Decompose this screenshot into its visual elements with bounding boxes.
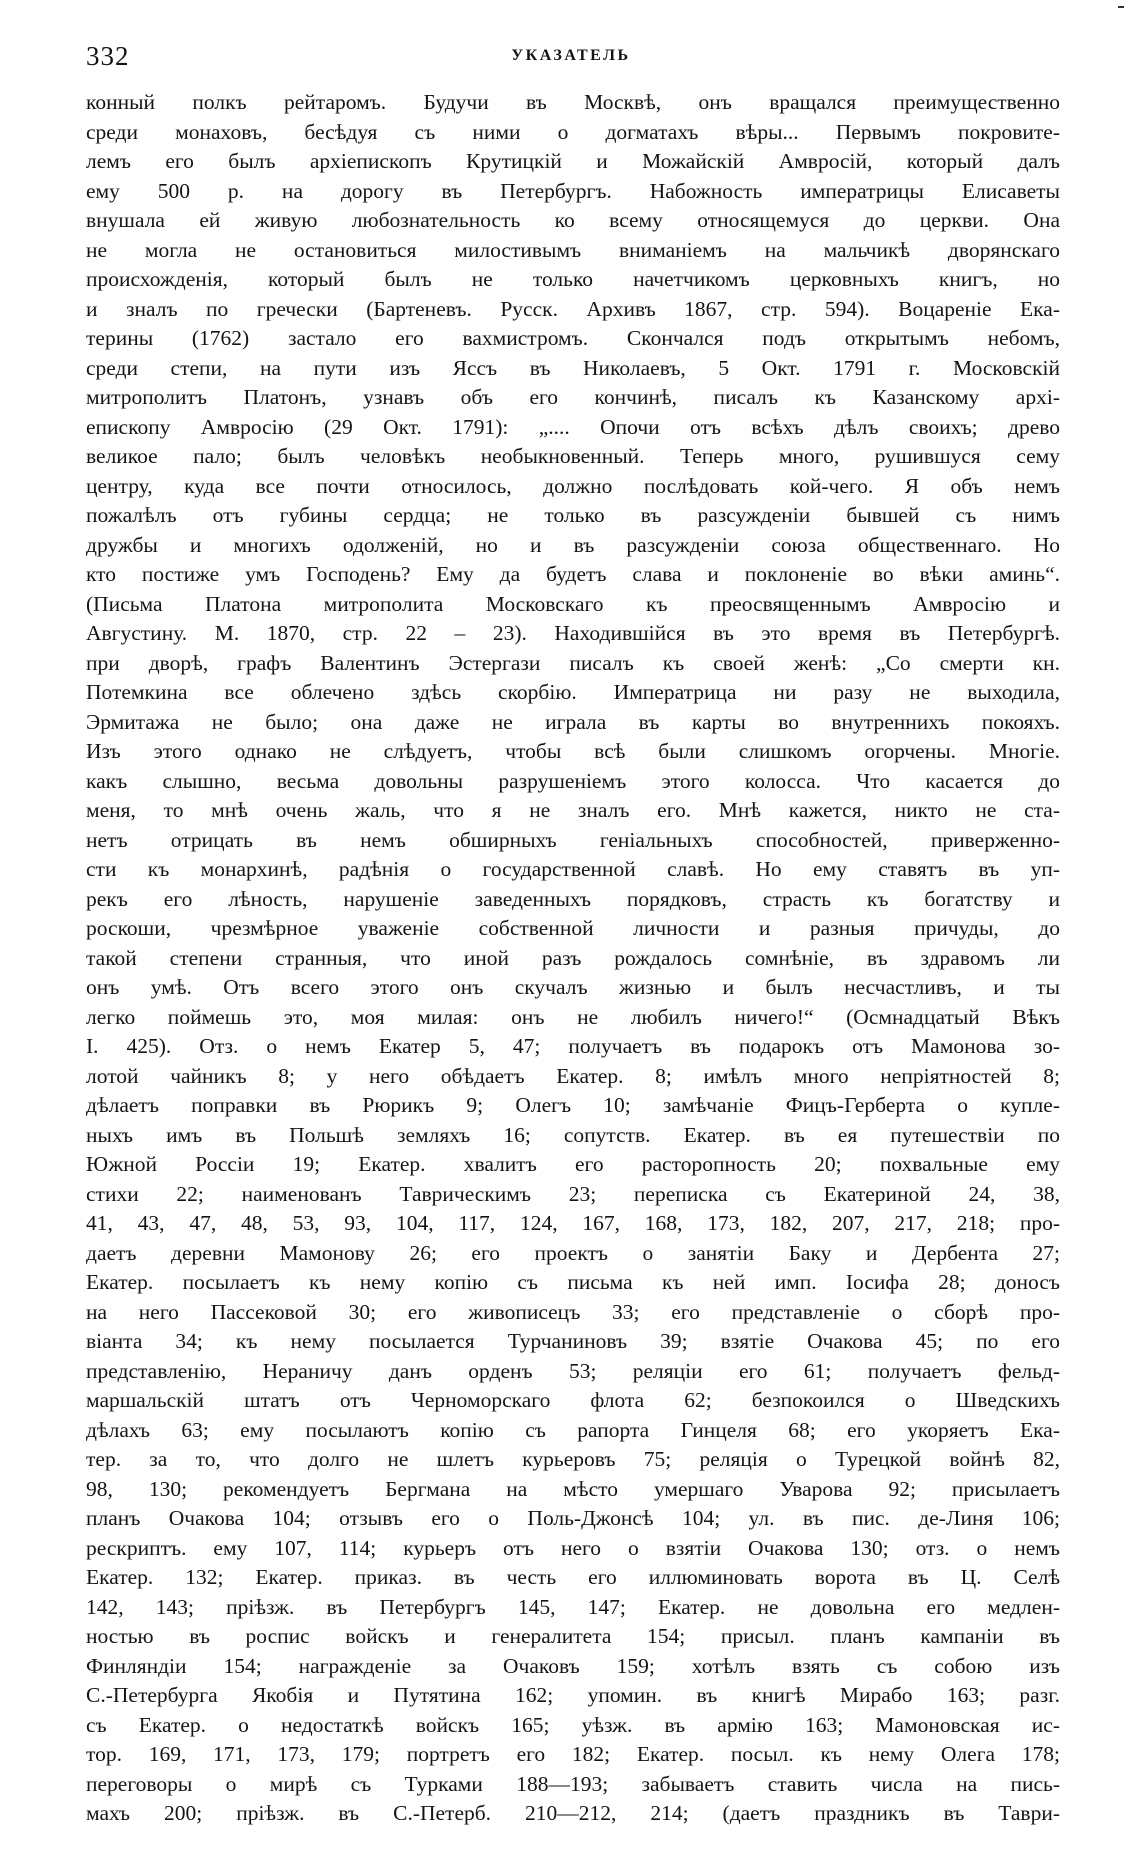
- text-line: тер. за то, что долго не шлетъ курьеровъ 75; реляція о Турецкой войнѣ 82,: [86, 1445, 1060, 1475]
- text-line: ныхъ имъ въ Польшѣ земляхъ 16; сопутств. Екатер. въ ея путешествіи по: [86, 1121, 1060, 1151]
- text-line: меня, то мнѣ очень жаль, что я не зналъ его. Мнѣ кажется, никто не ста-: [86, 796, 1060, 826]
- text-line: переговоры о мирѣ съ Турками 188—193; забываетъ ставить числа на пись-: [86, 1770, 1060, 1800]
- text-line: С.-Петербурга Якобія и Путятина 162; упомин. въ книгѣ Мирабо 163; разг.: [86, 1681, 1060, 1711]
- text-line: терины (1762) застало его вахмистромъ. Скончался подъ открытымъ небомъ,: [86, 324, 1060, 354]
- text-line: Изъ этого однако не слѣдуетъ, чтобы всѣ были слишкомъ огорчены. Многіе.: [86, 737, 1060, 767]
- text-line: [86, 1829, 1060, 1858]
- text-line: маршальскій штатъ отъ Черноморскаго флота 62; безпокоился о Шведскихъ: [86, 1386, 1060, 1416]
- text-line: среди степи, на пути изъ Яссъ въ Николаевъ, 5 Окт. 1791 г. Московскій: [86, 354, 1060, 384]
- text-line: 98, 130; рекомендуетъ Бергмана на мѣсто умершаго Уварова 92; присылаетъ: [86, 1475, 1060, 1505]
- text-line: Екатер. посылаетъ къ нему копію съ письма къ ней имп. Іосифа 28; доносъ: [86, 1268, 1060, 1298]
- text-line: дѣлаетъ поправки въ Рюрикъ 9; Олегъ 10; замѣчаніе Фицъ-Герберта о купле-: [86, 1091, 1060, 1121]
- text-line: кто постиже умъ Господень? Ему да будетъ слава и поклоненіе во вѣки аминь“.: [86, 560, 1060, 590]
- text-line: великое пало; былъ человѣкъ необыкновенный. Теперь много, рушившуся сему: [86, 442, 1060, 472]
- text-line: при дворѣ, графъ Валентинъ Эстергази писалъ къ своей женѣ: „Со смерти кн.: [86, 649, 1060, 679]
- page-header: [86, 38, 1056, 74]
- text-line: среди монаховъ, бесѣдуя съ ними о догматахъ вѣры... Первымъ покровите-: [86, 118, 1060, 148]
- text-line: даетъ деревни Мамонову 26; его проектъ о занятіи Баку и Дербента 27;: [86, 1239, 1060, 1269]
- text-line: не могла не остановиться милостивымъ вниманіемъ на мальчикѣ дворянскаго: [86, 236, 1060, 266]
- text-line: дружбы и многихъ одолженій, но и въ разсужденіи союза общественнаго. Но: [86, 531, 1060, 561]
- text-line: Финляндіи 154; награжденіе за Очаковъ 159; хотѣлъ взять съ собою изъ: [86, 1652, 1060, 1682]
- text-line: Эрмитажа не было; она даже не играла въ карты во внутреннихъ покояхъ.: [86, 708, 1060, 738]
- text-line: планъ Очакова 104; отзывъ его о Поль-Джонсѣ 104; ул. въ пис. де-Линя 106;: [86, 1504, 1060, 1534]
- text-line: махъ 200; пріѣзж. въ С.-Петерб. 210—212, 214; (даетъ праздникъ въ Таври-: [86, 1799, 1060, 1829]
- text-line: ему 500 р. на дорогу въ Петербургъ. Набожность императрицы Елисаветы: [86, 177, 1060, 207]
- running-title: УКАЗАТЕЛЬ: [86, 38, 1056, 74]
- text-line: 41, 43, 47, 48, 53, 93, 104, 117, 124, 167, 168, 173, 182, 207, 217, 218; про-: [86, 1209, 1060, 1239]
- text-line: Потемкина все облечено здѣсь скорбію. Императрица ни разу не выходила,: [86, 678, 1060, 708]
- text-line: рекъ его лѣность, нарушеніе заведенныхъ порядковъ, страсть къ богатству и: [86, 885, 1060, 915]
- text-line: тор. 169, 171, 173, 179; портретъ его 182; Екатер. посыл. къ нему Олега 178;: [86, 1740, 1060, 1770]
- text-line: I. 425). Отз. о немъ Екатер 5, 47; получаетъ въ подарокъ отъ Мамонова зо-: [86, 1032, 1060, 1062]
- text-line: внушала ей живую любознательность ко всему относящемуся до церкви. Она: [86, 206, 1060, 236]
- text-line: съ Екатер. о недостаткѣ войскъ 165; уѣзж. въ армію 163; Мамоновская ис-: [86, 1711, 1060, 1741]
- text-line: сти къ монархинѣ, радѣнія о государственной славѣ. Но ему ставятъ въ уп-: [86, 855, 1060, 885]
- text-line: какъ слышно, весьма довольны разрушеніемъ этого колосса. Что касается до: [86, 767, 1060, 797]
- text-line: віанта 34; къ нему посылается Турчаниновъ 39; взятіе Очакова 45; по его: [86, 1327, 1060, 1357]
- text-line: легко поймешь это, моя милая: онъ не любилъ ничего!“ (Осмнадцатый Вѣкъ: [86, 1003, 1060, 1033]
- text-line: лемъ его былъ архіепископъ Крутицкій и Можайскій Амвросій, который далъ: [86, 147, 1060, 177]
- text-line: происхожденія, который былъ не только начетчикомъ церковныхъ книгъ, но: [86, 265, 1060, 295]
- text-line: на него Пассековой 30; его живописецъ 33; его представленіе о сборѣ про-: [86, 1298, 1060, 1328]
- text-line: митрополитъ Платонъ, узнавъ объ его кончинѣ, писалъ къ Казанскому архі-: [86, 383, 1060, 413]
- text-line: центру, куда все почти относилось, должно послѣдовать кой-чего. Я объ немъ: [86, 472, 1060, 502]
- text-line: рескриптъ. ему 107, 114; курьеръ отъ него о взятіи Очакова 130; отз. о немъ: [86, 1534, 1060, 1564]
- body-text: [86, 88, 1060, 1858]
- text-line: ностью въ роспис войскъ и генералитета 154; присыл. планъ кампаніи въ: [86, 1622, 1060, 1652]
- text-line: лотой чайникъ 8; у него обѣдаетъ Екатер. 8; имѣлъ много непріятностей 8;: [86, 1062, 1060, 1092]
- text-line: представленію, Нераничу данъ орденъ 53; реляціи его 61; получаетъ фельд-: [86, 1357, 1060, 1387]
- page-number: 332: [86, 38, 130, 74]
- text-line: Южной Россіи 19; Екатер. хвалитъ его расторопность 20; похвальные ему: [86, 1150, 1060, 1180]
- text-line: такой степени странныя, что иной разъ рождалось сомнѣніе, въ здравомъ ли: [86, 944, 1060, 974]
- scan-edge-mark: [1118, 6, 1124, 8]
- text-line: и зналъ по гречески (Бартеневъ. Русск. Архивъ 1867, стр. 594). Воцареніе Ека-: [86, 295, 1060, 325]
- text-line: пожалѣлъ отъ губины сердца; не только въ разсужденіи бывшей съ нимъ: [86, 501, 1060, 531]
- text-line: стихи 22; наименованъ Таврическимъ 23; переписка съ Екатериной 24, 38,: [86, 1180, 1060, 1210]
- text-line: (Письма Платона митрополита Московскаго къ преосвященнымъ Амвросію и: [86, 590, 1060, 620]
- text-line: Августину. М. 1870, стр. 22 – 23). Находившійся въ это время въ Петербургѣ.: [86, 619, 1060, 649]
- text-line: онъ умѣ. Отъ всего этого онъ скучалъ жизнью и былъ несчастливъ, и ты: [86, 973, 1060, 1003]
- text-line: Екатер. 132; Екатер. приказ. въ честь его иллюминовать ворота въ Ц. Селѣ: [86, 1563, 1060, 1593]
- text-line: дѣлахъ 63; ему посылаютъ копію съ рапорта Гинцеля 68; его укоряетъ Ека-: [86, 1416, 1060, 1446]
- text-line: 142, 143; пріѣзж. въ Петербургъ 145, 147; Екатер. не довольна его медлен-: [86, 1593, 1060, 1623]
- text-line: епископу Амвросію (29 Окт. 1791): „.... Опочи отъ всѣхъ дѣлъ своихъ; древо: [86, 413, 1060, 443]
- text-line: нетъ отрицать въ немъ обширныхъ геніальныхъ способностей, приверженно-: [86, 826, 1060, 856]
- text-line: роскоши, чрезмѣрное уваженіе собственной личности и разныя причуды, до: [86, 914, 1060, 944]
- text-line: конный полкъ рейтаромъ. Будучи въ Москвѣ, онъ вращался преимущественно: [86, 88, 1060, 118]
